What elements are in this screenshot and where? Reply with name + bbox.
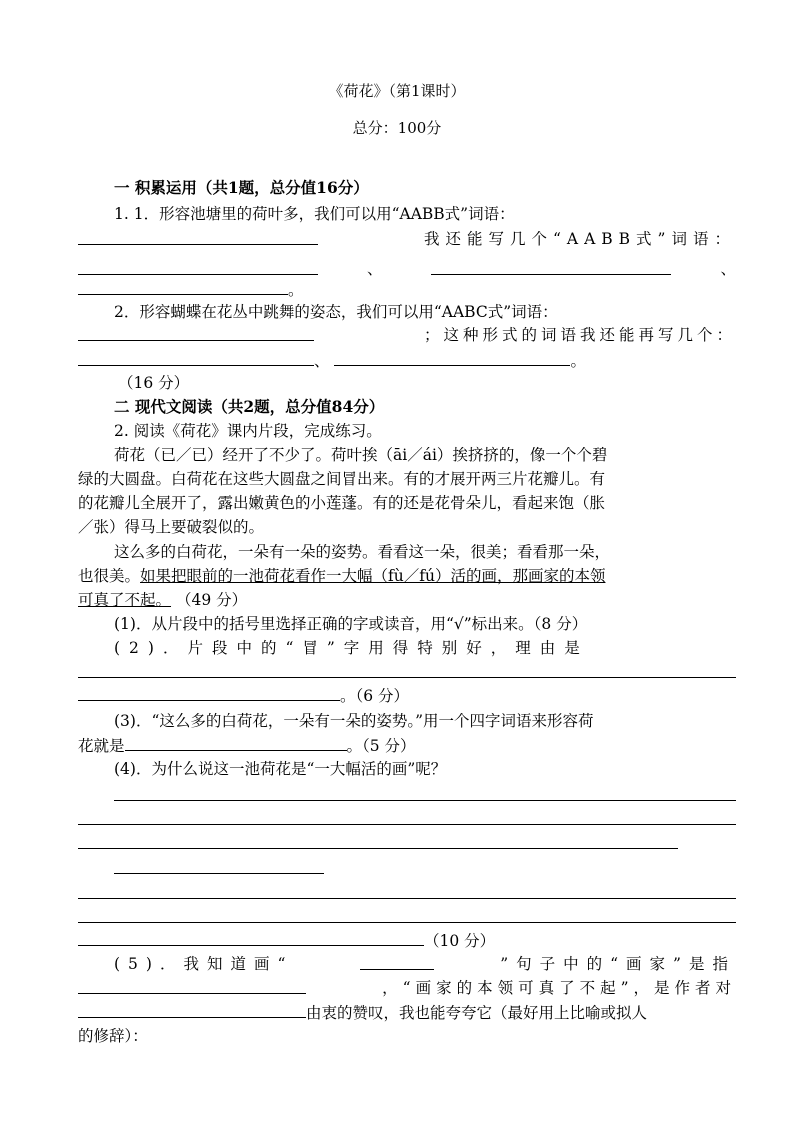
answer-blank[interactable] — [78, 258, 318, 275]
s1-score: （16 分） — [118, 374, 190, 392]
question-5-line3 — [78, 1001, 736, 1024]
section-1-heading: 一 积累运用（共1题，总分值16分） — [114, 178, 369, 197]
s1-q1-line3 — [78, 258, 736, 280]
passage-line-3: 的花瓣儿全展开了，露出嫩黄色的小莲蓬。有的还是花骨朵儿，看起来饱（胀 — [78, 494, 606, 512]
separator: 、 — [720, 260, 736, 278]
period: 。 — [288, 281, 304, 299]
separator: 、 — [366, 260, 383, 278]
passage-line-2: 绿的大圆盘。白荷花在这些大圆盘之间冒出来。有的才展开两三片花瓣儿。有 — [78, 470, 606, 488]
question-3-line1: (3)．“这么多的白荷花，一朵有一朵的姿势。”用一个四字词语来形容荷 — [114, 712, 594, 730]
underlined-sentence: 如果把眼前的一池荷花看作一大幅（fù／fú）活的画，那画家的本领 — [140, 567, 606, 585]
question-2-end — [78, 684, 736, 707]
s1-q1-line1 — [114, 203, 736, 225]
answer-blank[interactable] — [78, 278, 288, 295]
q5-mid: ”句子中的“画家”是指 — [500, 955, 736, 973]
answer-blank[interactable] — [78, 929, 424, 946]
s1-q2-line1: 2．形容蝴蝶在花丛中跳舞的姿态，我们可以用“AABC式”词语： — [114, 303, 558, 321]
underlined-sentence: 可真了不起。 — [78, 591, 172, 609]
answer-blank[interactable] — [78, 228, 318, 245]
question-4-end — [78, 929, 736, 952]
period: 。 — [570, 352, 586, 370]
s1-q1-line2 — [78, 228, 736, 250]
answer-blank[interactable] — [78, 1001, 306, 1018]
answer-line[interactable] — [78, 824, 736, 825]
question-5-line4: 的修辞）： — [78, 1027, 148, 1045]
s1-q1-prefix: 1. 1．形容池塘里的荷叶多，我们可以用“AABB式”词语： — [114, 205, 515, 223]
answer-blank[interactable] — [78, 349, 314, 366]
q2-score: 。（6 分） — [340, 687, 410, 705]
passage-score: （49 分） — [175, 591, 248, 609]
question-5-line1 — [114, 953, 736, 975]
passage-line-6 — [78, 565, 736, 587]
q3-score: 。（5 分） — [346, 737, 416, 755]
answer-line[interactable] — [78, 922, 736, 923]
answer-line[interactable] — [78, 898, 736, 899]
answer-line[interactable] — [114, 800, 736, 801]
q5-mid2: ，“画家的本领可真了不起”，是作者对 — [382, 979, 736, 997]
answer-blank[interactable] — [78, 324, 314, 341]
answer-blank[interactable] — [125, 734, 347, 751]
s1-q1-mid: 我还能写几个“AABB式”词语： — [423, 230, 736, 248]
answer-blank[interactable] — [431, 258, 671, 275]
answer-blank[interactable] — [78, 977, 306, 994]
question-3-line2 — [78, 734, 736, 757]
passage-line-1: 荷花（已／已）经开了不少了。荷叶挨（āi／ái）挨挤挤的，像一个个碧 — [114, 446, 608, 464]
passage-line-7 — [78, 589, 736, 611]
passage-line-4: ／张）得马上要破裂似的。 — [78, 518, 265, 536]
q3-prefix: 花就是 — [78, 737, 125, 755]
question-4: (4)．为什么说这一池荷花是“一大幅活的画”呢？ — [114, 760, 447, 778]
total-score: 总分：100分 — [352, 119, 442, 137]
answer-blank[interactable] — [334, 349, 570, 366]
separator: 、 — [314, 352, 330, 370]
question-5-line2 — [78, 977, 736, 999]
section-2-heading: 二 现代文阅读（共2题，总分值84分） — [114, 397, 385, 416]
question-2: (2)．片段中的“冒”字用得特别好，理由是 — [114, 639, 589, 657]
answer-line[interactable] — [114, 873, 324, 874]
passage-line-5: 这么多的白荷花，一朵有一朵的姿势。看看这一朵，很美；看看那一朵， — [114, 543, 611, 561]
s1-q1-line4 — [78, 278, 736, 301]
q5-end: 由衷的赞叹，我也能夸夸它（最好用上比喻或拟人 — [306, 1004, 648, 1022]
q5-prefix: (5)．我知道画“ — [114, 955, 294, 973]
s1-q2-line2 — [78, 324, 736, 346]
answer-line[interactable] — [78, 677, 736, 678]
s1-q2-mid: ；这种形式的词语我还能再写几个： — [423, 326, 736, 344]
question-1: (1)．从片段中的括号里选择正确的字或读音，用“√”标出来。（8 分） — [114, 615, 588, 633]
answer-line[interactable] — [78, 848, 678, 849]
q4-score: （10 分） — [424, 932, 496, 950]
s2-intro: 2. 阅读《荷花》课内片段，完成练习。 — [114, 422, 382, 440]
answer-blank[interactable] — [78, 684, 340, 701]
passage-text: 也很美。 — [78, 567, 141, 585]
s1-q2-line3 — [78, 349, 736, 372]
page-title: 《荷花》（第1课时） — [328, 82, 466, 100]
answer-blank[interactable] — [360, 953, 434, 970]
